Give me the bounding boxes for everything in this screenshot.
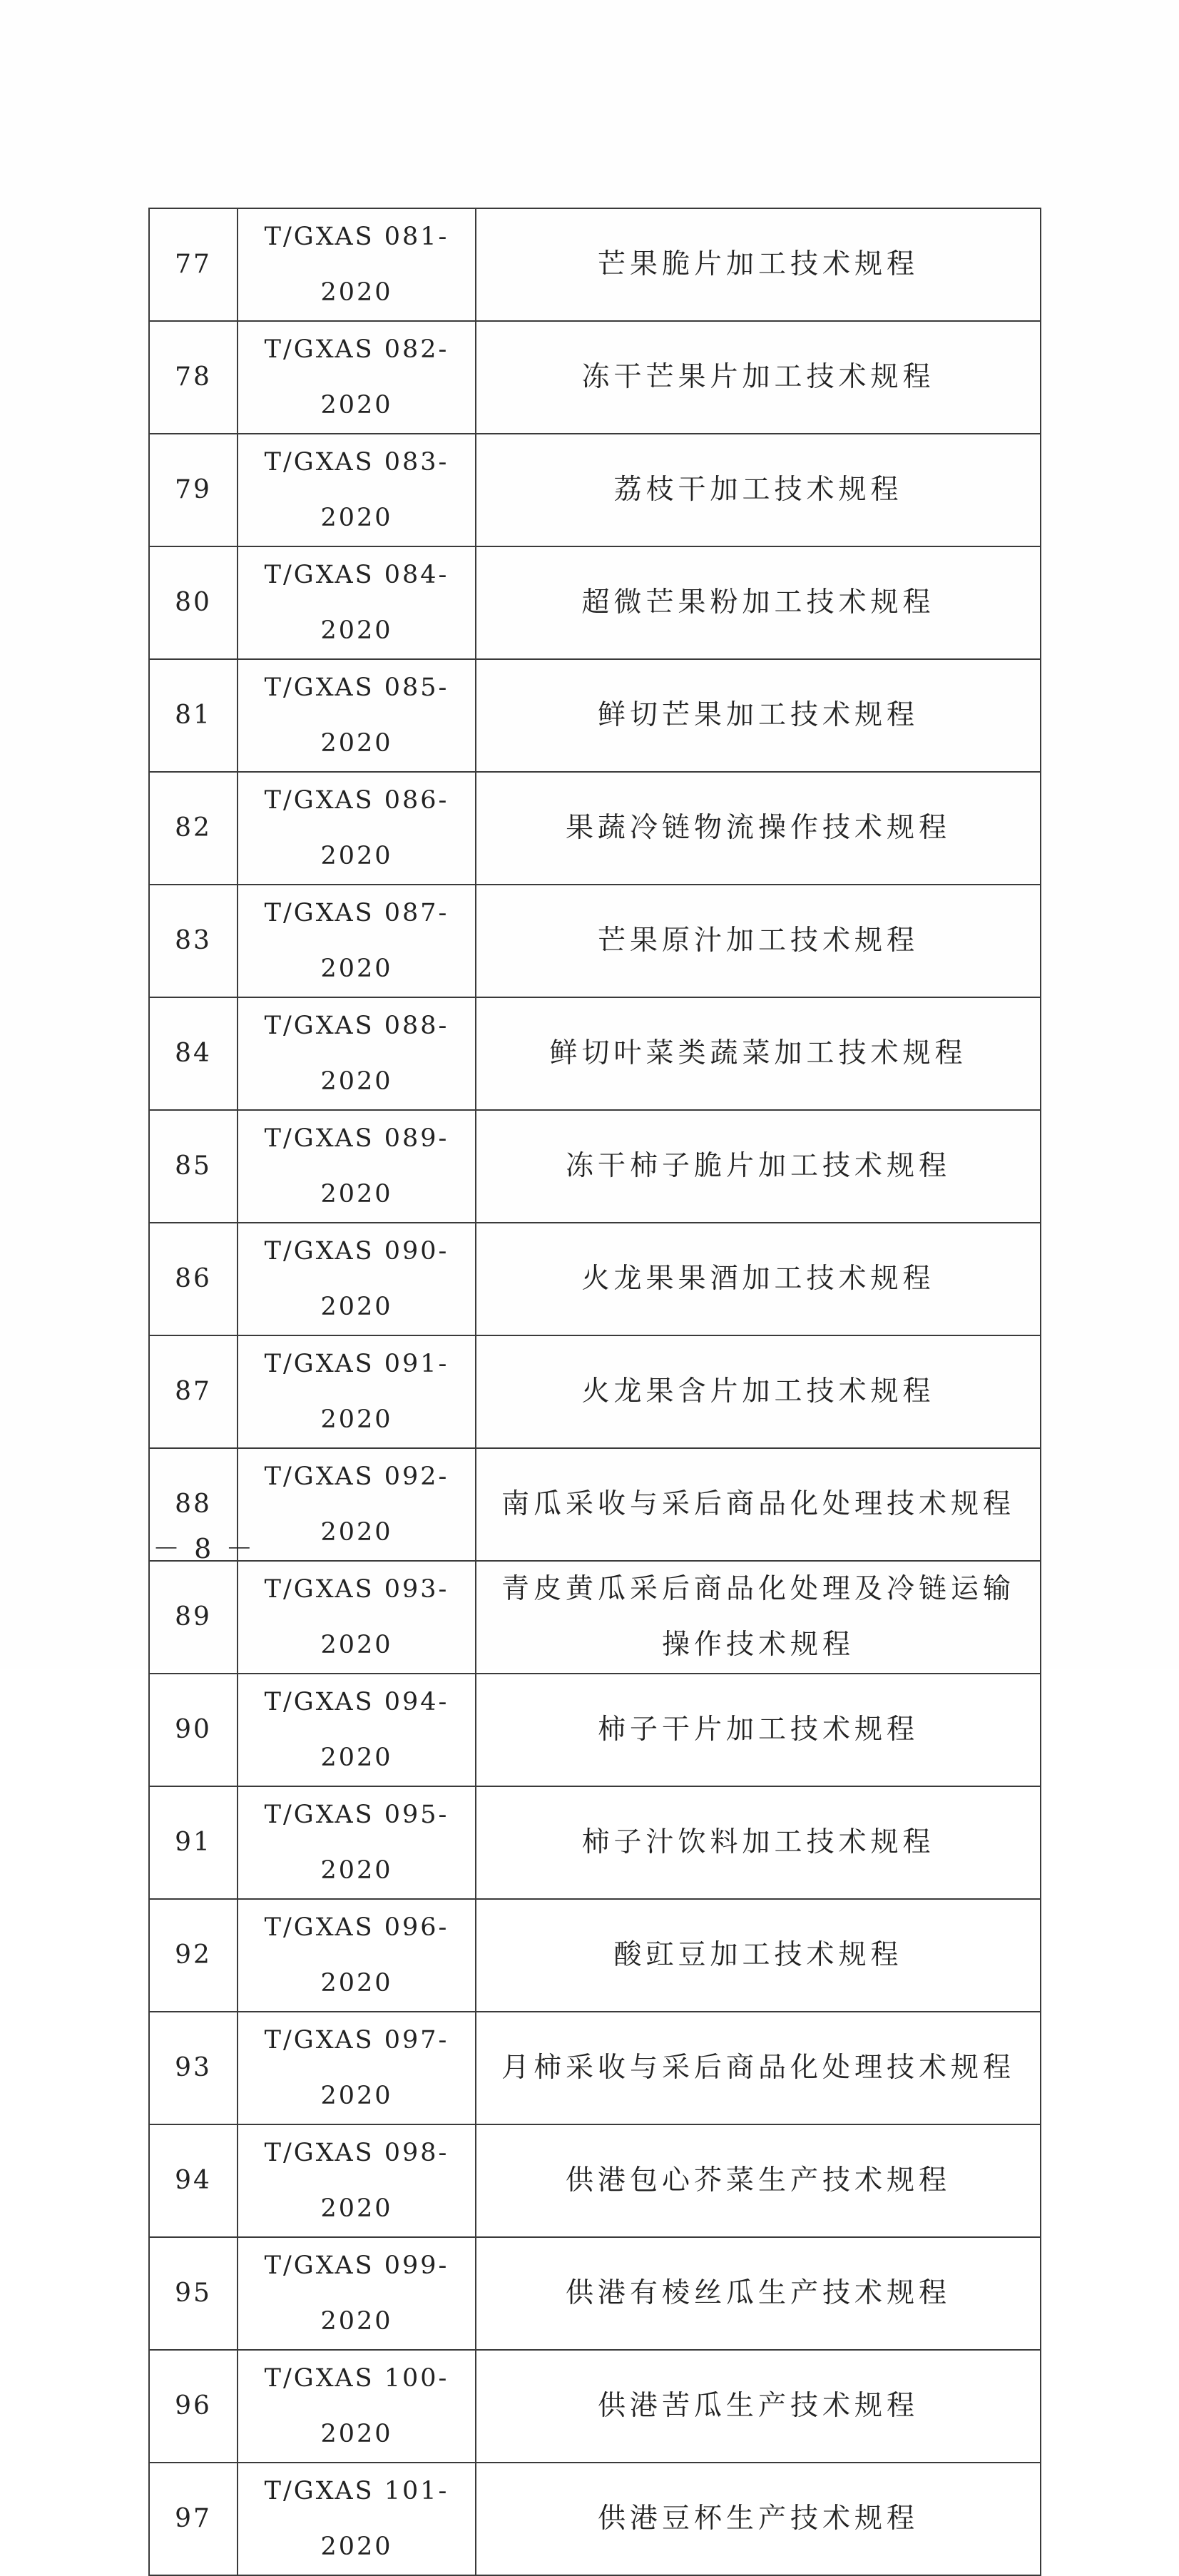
standard-name: 荔枝干加工技术规程	[476, 434, 1041, 546]
standard-name: 供港豆杯生产技术规程	[476, 2463, 1041, 2575]
table-row	[149, 434, 1041, 546]
standard-name: 鲜切芒果加工技术规程	[476, 659, 1041, 772]
row-number: 83	[149, 885, 238, 997]
row-number: 89	[149, 1561, 238, 1674]
row-number: 81	[149, 659, 238, 772]
standard-code: T/GXAS 085-2020	[238, 659, 476, 772]
standard-name: 柿子汁饮料加工技术规程	[476, 1786, 1041, 1899]
row-number: 91	[149, 1786, 238, 1899]
standard-code: T/GXAS 099-2020	[238, 2237, 476, 2350]
table-row	[149, 1899, 1041, 2012]
standard-code: T/GXAS 097-2020	[238, 2012, 476, 2124]
standard-name: 供港有棱丝瓜生产技术规程	[476, 2237, 1041, 2350]
row-number: 84	[149, 997, 238, 1110]
standard-name: 火龙果含片加工技术规程	[476, 1335, 1041, 1448]
standards-table-body	[149, 208, 1041, 2575]
row-number: 96	[149, 2350, 238, 2463]
row-number: 93	[149, 2012, 238, 2124]
row-number: 77	[149, 208, 238, 321]
standard-name: 冻干柿子脆片加工技术规程	[476, 1110, 1041, 1223]
table-row	[149, 1786, 1041, 1899]
standard-code: T/GXAS 088-2020	[238, 997, 476, 1110]
row-number: 86	[149, 1223, 238, 1335]
table-row	[149, 1223, 1041, 1335]
standard-name: 火龙果果酒加工技术规程	[476, 1223, 1041, 1335]
standard-name: 青皮黄瓜采后商品化处理及冷链运输操作技术规程	[476, 1561, 1041, 1674]
row-number: 92	[149, 1899, 238, 2012]
row-number: 88	[149, 1448, 238, 1561]
standards-table	[148, 208, 1041, 2576]
standard-code: T/GXAS 092-2020	[238, 1448, 476, 1561]
standard-code: T/GXAS 094-2020	[238, 1674, 476, 1786]
table-row	[149, 2463, 1041, 2575]
standard-name: 芒果脆片加工技术规程	[476, 208, 1041, 321]
standard-code: T/GXAS 084-2020	[238, 546, 476, 659]
table-row	[149, 2124, 1041, 2237]
row-number: 82	[149, 772, 238, 885]
table-row	[149, 885, 1041, 997]
standard-code: T/GXAS 098-2020	[238, 2124, 476, 2237]
table-row	[149, 2237, 1041, 2350]
table-row	[149, 1674, 1041, 1786]
table-row	[149, 659, 1041, 772]
table-row	[149, 546, 1041, 659]
table-row	[149, 1448, 1041, 1561]
row-number: 78	[149, 321, 238, 434]
table-row	[149, 2012, 1041, 2124]
standard-code: T/GXAS 087-2020	[238, 885, 476, 997]
standard-code: T/GXAS 086-2020	[238, 772, 476, 885]
standard-code: T/GXAS 101-2020	[238, 2463, 476, 2575]
row-number: 94	[149, 2124, 238, 2237]
standard-code: T/GXAS 093-2020	[238, 1561, 476, 1674]
standard-name: 鲜切叶菜类蔬菜加工技术规程	[476, 997, 1041, 1110]
standard-name: 南瓜采收与采后商品化处理技术规程	[476, 1448, 1041, 1561]
standard-code: T/GXAS 081-2020	[238, 208, 476, 321]
table-row	[149, 321, 1041, 434]
table-row	[149, 1110, 1041, 1223]
standard-code: T/GXAS 090-2020	[238, 1223, 476, 1335]
row-number: 90	[149, 1674, 238, 1786]
standard-name: 酸豇豆加工技术规程	[476, 1899, 1041, 2012]
standard-code: T/GXAS 095-2020	[238, 1786, 476, 1899]
table-row	[149, 997, 1041, 1110]
table-row	[149, 1335, 1041, 1448]
standard-name: 供港苦瓜生产技术规程	[476, 2350, 1041, 2463]
standard-code: T/GXAS 089-2020	[238, 1110, 476, 1223]
row-number: 80	[149, 546, 238, 659]
standard-code: T/GXAS 096-2020	[238, 1899, 476, 2012]
row-number: 79	[149, 434, 238, 546]
standard-name: 果蔬冷链物流操作技术规程	[476, 772, 1041, 885]
row-number: 87	[149, 1335, 238, 1448]
standard-name: 供港包心芥菜生产技术规程	[476, 2124, 1041, 2237]
table-row	[149, 772, 1041, 885]
standard-code: T/GXAS 100-2020	[238, 2350, 476, 2463]
standard-name: 冻干芒果片加工技术规程	[476, 321, 1041, 434]
standard-name: 柿子干片加工技术规程	[476, 1674, 1041, 1786]
standard-code: T/GXAS 082-2020	[238, 321, 476, 434]
standard-code: T/GXAS 091-2020	[238, 1335, 476, 1448]
row-number: 97	[149, 2463, 238, 2575]
standard-code: T/GXAS 083-2020	[238, 434, 476, 546]
page-number: － 8 －	[153, 1533, 256, 1564]
row-number: 95	[149, 2237, 238, 2350]
table-row	[149, 2350, 1041, 2463]
standard-name: 芒果原汁加工技术规程	[476, 885, 1041, 997]
standard-name: 超微芒果粉加工技术规程	[476, 546, 1041, 659]
standard-name: 月柿采收与采后商品化处理技术规程	[476, 2012, 1041, 2124]
table-row	[149, 1561, 1041, 1674]
table-row	[149, 208, 1041, 321]
row-number: 85	[149, 1110, 238, 1223]
